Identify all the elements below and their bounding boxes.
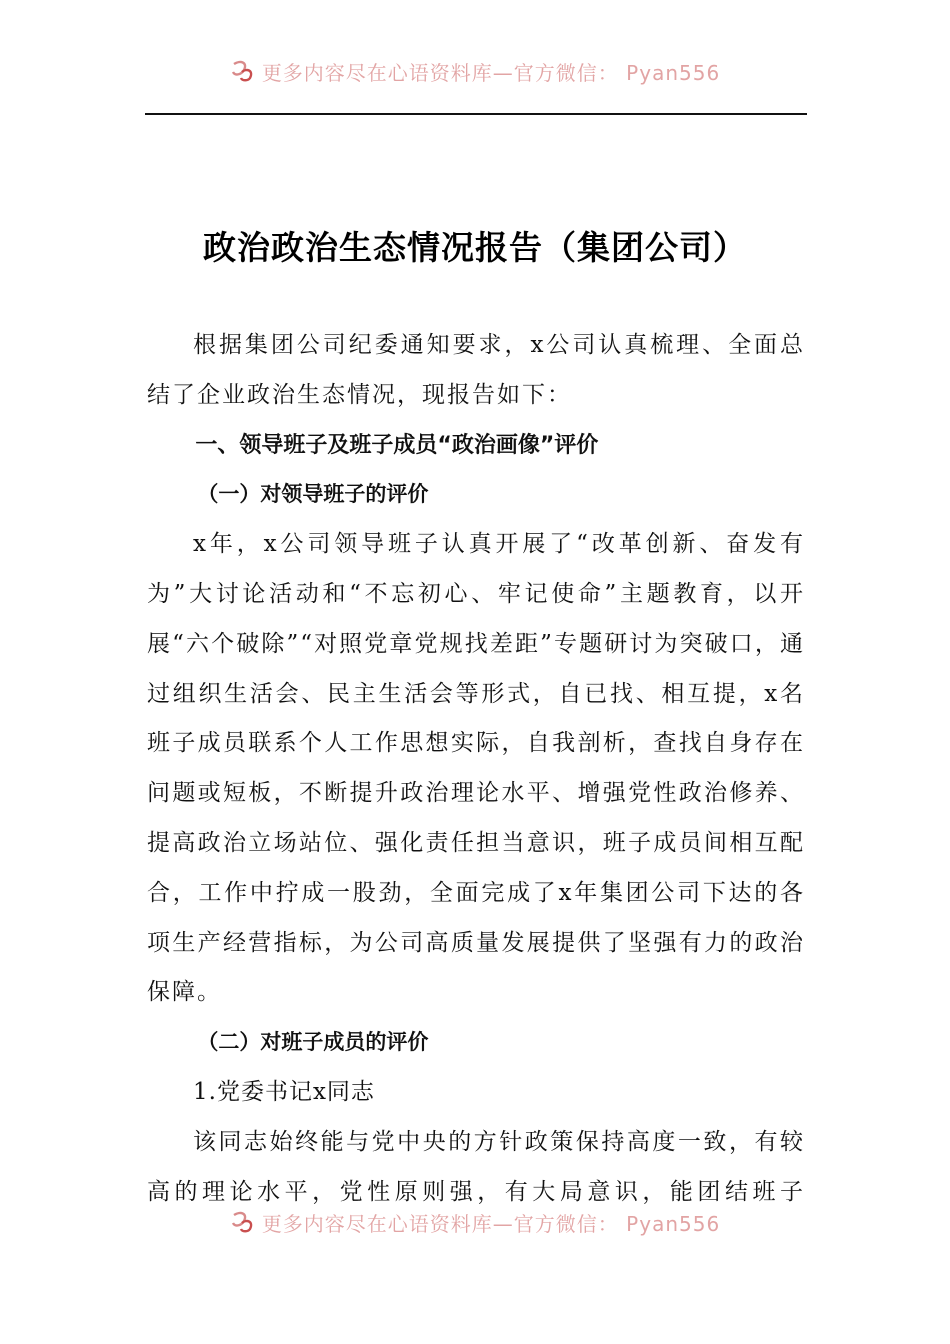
section-heading: 一、领导班子及班子成员“政治画像”评价	[195, 432, 599, 458]
leadership-evaluation-paragraph: x年，x公司领导班子认真开展了“改革创新、奋发有为”大讨论活动和“不忘初心、牢记使命”主题教育，以开展“六个破除”“对照党章党规找差距”专题研讨为突破口，通过组织生活会、民主生活会等形式，自已找、相互提，x名班子成员联系个人工作思想实际，自我剖析，查找自身存在问题或短板，不断提升政治理论水平、增强党性政治修养、提高政治立场站位、强化责任担当意识，班子成员间相互配合，工作中拧成一股劲，全面完成了x年集团公司下达的各项生产经营指标，为公司高质量发展提供了坚强有力的政治保障。	[147, 531, 805, 1006]
header-divider	[145, 113, 807, 115]
watermark-logo-icon	[230, 60, 256, 82]
member-evaluation-paragraph: 该同志始终能与党中央的方针政策保持高度一致，有较高的理论水平，党性原则强，有大局意识，能团结班子	[147, 1128, 805, 1205]
intro-paragraph: 根据集团公司纪委通知要求，x公司认真梳理、全面总结了企业政治生态情况，现报告如下：	[147, 332, 805, 408]
watermark-footer	[0, 1207, 950, 1237]
watermark-text: 更多内容尽在心语资料库—官方微信： Pyan556	[261, 60, 721, 85]
watermark-header	[0, 56, 950, 86]
subsection-heading-leadership: （一）对领导班子的评价	[197, 482, 429, 507]
document-title: 政治政治生态情况报告（集团公司）	[203, 228, 747, 267]
watermark-logo-icon	[230, 1211, 256, 1233]
document-body	[147, 321, 805, 1217]
watermark-text: 更多内容尽在心语资料库—官方微信： Pyan556	[261, 1211, 721, 1236]
subsection-heading-members: （二）对班子成员的评价	[197, 1030, 429, 1055]
member-item-title: 1.党委书记x同志	[193, 1078, 375, 1105]
